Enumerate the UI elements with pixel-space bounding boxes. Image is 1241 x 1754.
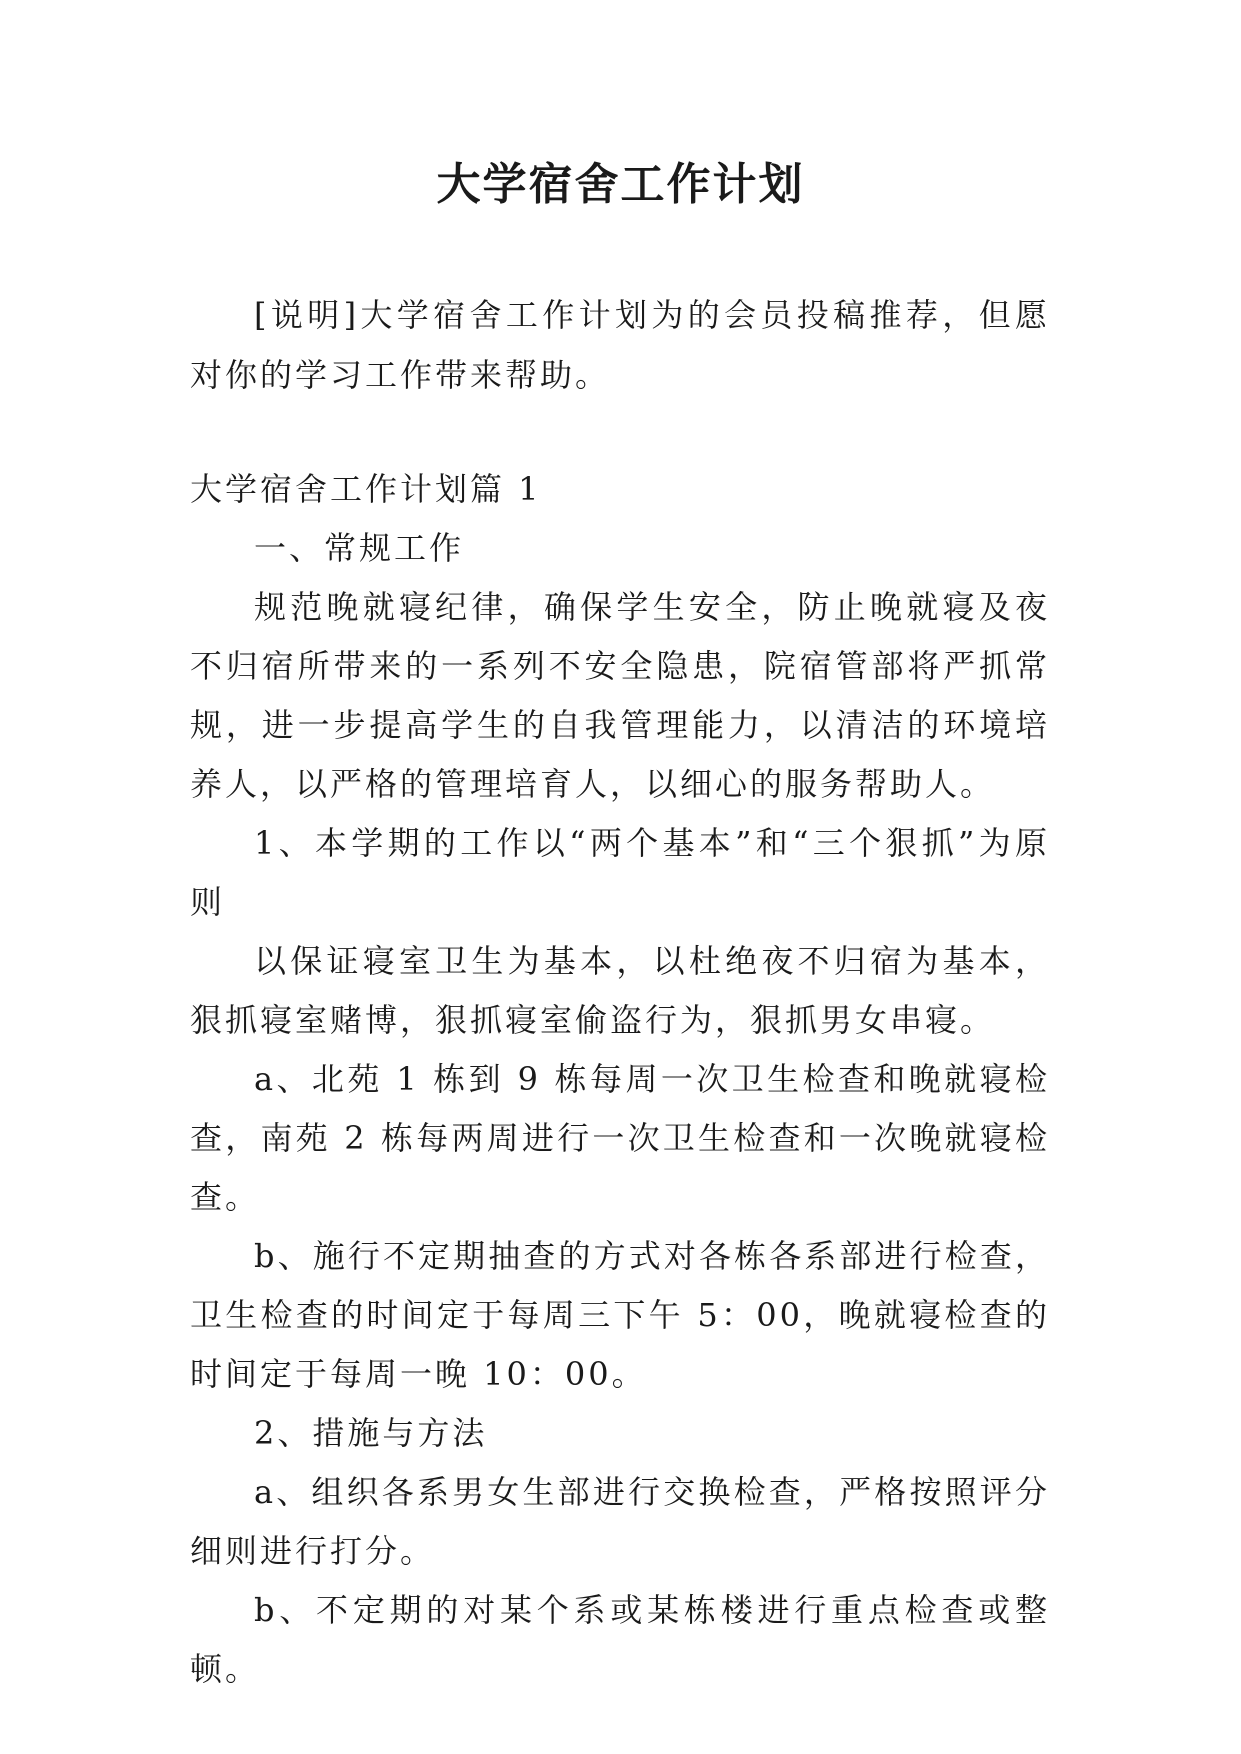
body-paragraph: b、不定期的对某个系或某栋楼进行重点检查或整顿。 [190, 1591, 1050, 1688]
intro-paragraph: [说明]大学宿舍工作计划为的会员投稿推荐，但愿对你的学习工作带来帮助。 [190, 296, 1050, 394]
subsection-heading: 一、常规工作 [254, 529, 465, 567]
body-paragraph: 以保证寝室卫生为基本，以杜绝夜不归宿为基本，狠抓寝室赌博，狠抓寝室偷盗行为，狠抓男女串寝。 [190, 942, 1050, 1039]
body-paragraph: 规范晚就寝纪律，确保学生安全，防止晚就寝及夜不归宿所带来的一系列不安全隐患，院宿管部将严抓常规，进一步提高学生的自我管理能力，以清洁的环境培养人，以严格的管理培育人，以细心的服务帮助人。 [190, 588, 1050, 803]
body-paragraph: a、北苑 1 栋到 9 栋每周一次卫生检查和晚就寝检查，南苑 2 栋每两周进行一次卫生检查和一次晚就寝检查。 [190, 1060, 1050, 1216]
body-paragraph: a、组织各系男女生部进行交换检查，严格按照评分细则进行打分。 [190, 1473, 1050, 1570]
subsection-heading: 2、措施与方法 [254, 1414, 488, 1452]
document-title: 大学宿舍工作计划 [436, 159, 805, 210]
body-paragraph: b、施行不定期抽查的方式对各栋各系部进行检查，卫生检查的时间定于每周三下午 5：00，晚就寝检查的时间定于每周一晚 10：00。 [190, 1237, 1050, 1393]
content-section [190, 460, 1050, 1699]
section-heading: 大学宿舍工作计划篇 1 [190, 470, 542, 508]
body-paragraph: 1、本学期的工作以“两个基本”和“三个狠抓”为原则 [190, 824, 1050, 921]
intro-section [190, 285, 1050, 405]
